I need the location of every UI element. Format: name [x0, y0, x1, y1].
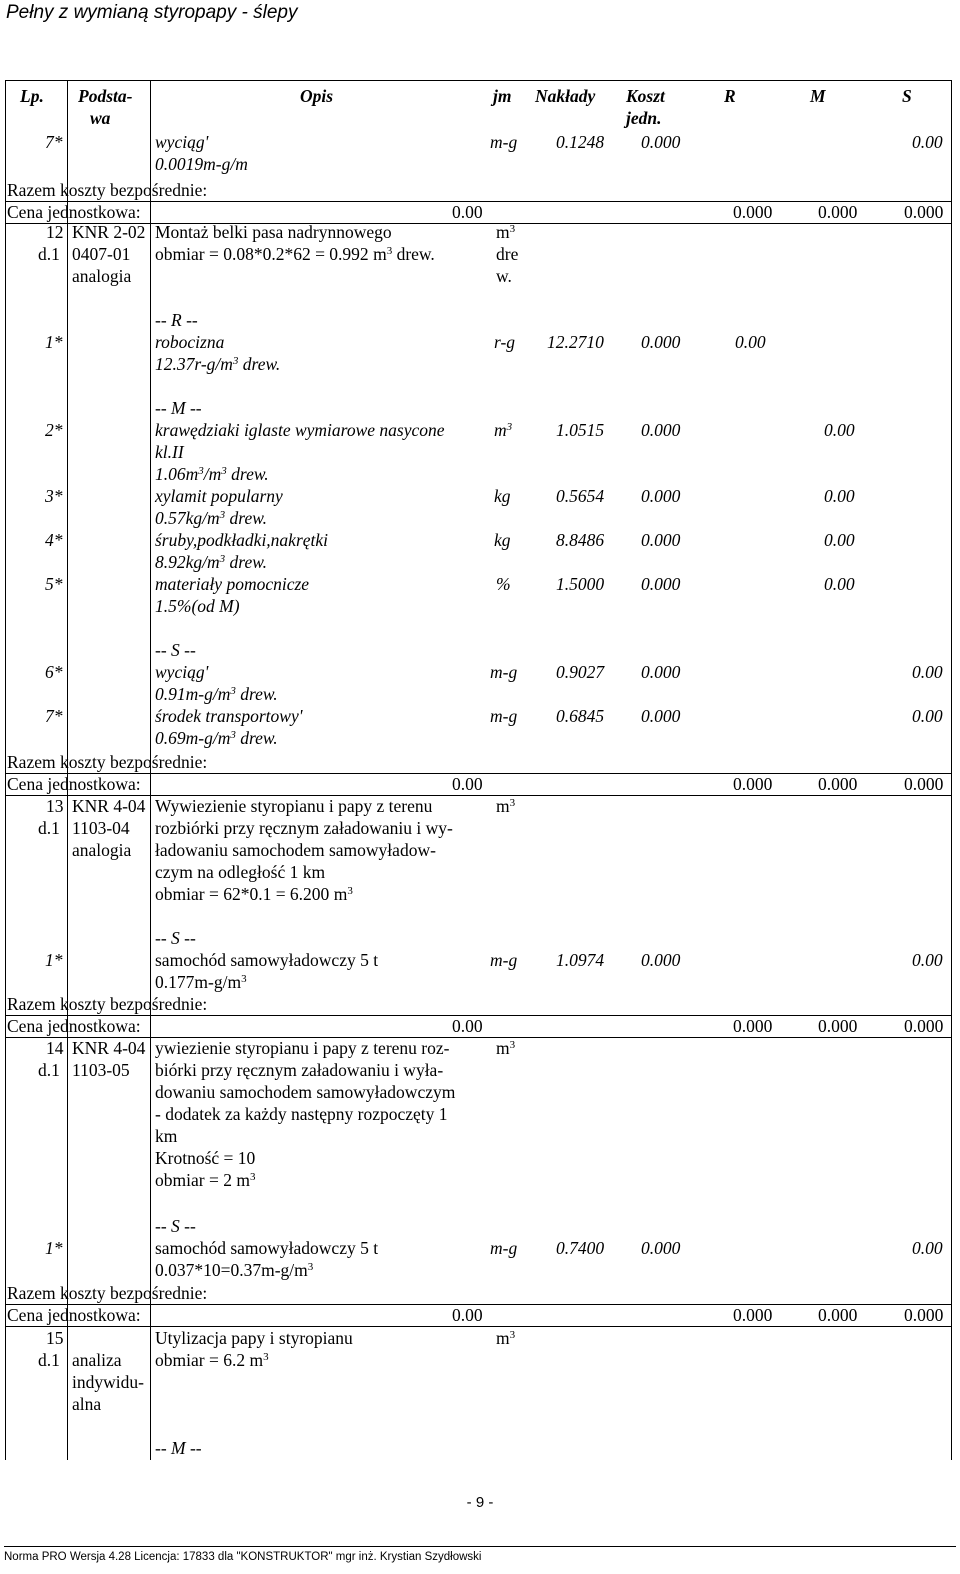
- license-footer: Norma PRO Wersja 4.28 Licencja: 17833 dla "KONSTRUKTOR" mgr inż. Krystian Szydłowski: [4, 1551, 482, 1563]
- pos-suffix: d.1: [38, 244, 60, 264]
- pos-basis-3: analogia: [72, 840, 132, 860]
- pos-measure: obmiar = 2 $m^3$: [155, 1170, 256, 1190]
- pos-number: 13: [46, 796, 64, 816]
- row-naklady: 1.0515: [556, 420, 605, 440]
- divider: [5, 1326, 951, 1327]
- row-naklady: 8.8486: [556, 530, 605, 550]
- cena-m: 0.000: [818, 1305, 858, 1325]
- row-koszt: 0.000: [641, 332, 681, 352]
- pos-unit: $m^3$: [496, 796, 516, 816]
- row-opis: robocizna: [155, 332, 225, 352]
- cena-s: 0.000: [904, 774, 944, 794]
- row-norm: $0.177m-g/m^3$: [155, 972, 247, 992]
- row-naklady: 1.5000: [556, 574, 605, 594]
- row-jm: r-g: [494, 332, 516, 352]
- row-norm: $1.06m^3/m^3$ drew.: [155, 464, 269, 484]
- row-opis: wyciąg': [155, 132, 209, 152]
- pos-measure: obmiar = 62*0.1 = 6.200 $m^3$: [155, 884, 353, 904]
- cena-value: 0.00: [452, 1016, 483, 1036]
- row-koszt: 0.000: [641, 662, 681, 682]
- pos-description: ywiezienie styropianu i papy z terenu roz-: [155, 1038, 450, 1058]
- row-jm: m-g: [490, 706, 518, 726]
- row-lp: 1*: [45, 1238, 63, 1258]
- cena-value: 0.00: [452, 1305, 483, 1325]
- pos-description-4: czym na odległość 1 km: [155, 862, 326, 882]
- row-lp: 3*: [45, 486, 63, 506]
- cena-r: 0.000: [733, 1305, 773, 1325]
- row-naklady: 0.7400: [556, 1238, 605, 1258]
- col-header-opis: Opis: [300, 86, 334, 106]
- pos-basis-2: 0407-01: [72, 244, 131, 264]
- razem-label: Razem koszty bezpośrednie:: [7, 1283, 208, 1303]
- section-m-heading: -- M --: [155, 1438, 202, 1458]
- section-s-heading: -- S --: [155, 640, 196, 660]
- cena-s: 0.000: [904, 1016, 944, 1036]
- row-opis: środek transportowy': [155, 706, 303, 726]
- pos-basis: KNR 4-04: [72, 796, 146, 816]
- pos-description: Montaż belki pasa nadrynnowego: [155, 222, 392, 242]
- cena-value: 0.00: [452, 774, 483, 794]
- divider: [5, 1037, 951, 1038]
- pos-multiplier: Krotność = 10: [155, 1148, 256, 1168]
- col-header-koszt: Koszt: [626, 86, 665, 106]
- divider: [5, 795, 951, 796]
- cena-label: Cena jednostkowa:: [7, 774, 141, 794]
- pos-basis: KNR 4-04: [72, 1038, 146, 1058]
- col-header-naklady: Nakłady: [535, 86, 596, 106]
- pos-unit-3: w.: [496, 266, 512, 286]
- row-s-value: 0.00: [912, 132, 943, 152]
- col-header-lp: Lp.: [20, 86, 44, 106]
- row-lp: 6*: [45, 662, 63, 682]
- pos-description-2: rozbiórki przy ręcznym załadowaniu i wy-: [155, 818, 453, 838]
- cena-label: Cena jednostkowa:: [7, 1305, 141, 1325]
- row-lp: 7*: [45, 132, 63, 152]
- row-norm: 1.5%(od M): [155, 596, 240, 616]
- pos-basis-2: indywidu-: [72, 1372, 144, 1392]
- pos-number: 14: [46, 1038, 64, 1058]
- row-naklady: 0.6845: [556, 706, 605, 726]
- section-r-heading: -- R --: [155, 310, 198, 330]
- row-jm: m-g: [490, 1238, 518, 1258]
- pos-measure: obmiar = 6.2 $m^3$: [155, 1350, 269, 1370]
- document-title: Pełny z wymianą styropapy - ślepy: [6, 2, 298, 23]
- pos-basis-2: 1103-05: [72, 1060, 130, 1080]
- row-jm: m-g: [490, 950, 518, 970]
- page-number: - 9 -: [466, 1494, 494, 1511]
- row-jm: m-g: [490, 662, 518, 682]
- cena-label: Cena jednostkowa:: [7, 1016, 141, 1036]
- row-lp: 4*: [45, 530, 63, 550]
- row-koszt: 0.000: [641, 420, 681, 440]
- cena-label: Cena jednostkowa:: [7, 202, 141, 222]
- row-s-value: 0.00: [912, 950, 943, 970]
- col-header-r: R: [724, 86, 736, 106]
- cena-m: 0.000: [818, 1016, 858, 1036]
- row-jm: kg: [494, 530, 511, 550]
- row-norm: $0.037*10=0.37m-g/m^3$: [155, 1260, 314, 1280]
- row-opis: samochód samowyładowczy 5 t: [155, 1238, 379, 1258]
- col-header-s: S: [902, 86, 912, 106]
- row-naklady: 0.9027: [556, 662, 605, 682]
- row-s-value: 0.00: [912, 662, 943, 682]
- row-m-value: 0.00: [824, 530, 855, 550]
- pos-description-2: biórki przy ręcznym załadowaniu i wyła-: [155, 1060, 444, 1080]
- razem-label: Razem koszty bezpośrednie:: [7, 994, 208, 1014]
- razem-label: Razem koszty bezpośrednie:: [7, 752, 208, 772]
- row-koszt: 0.000: [641, 132, 681, 152]
- row-norm: $8.92kg/m^3$ drew.: [155, 552, 267, 572]
- pos-number: 15: [46, 1328, 64, 1348]
- razem-label: Razem koszty bezpośrednie:: [7, 180, 208, 200]
- row-naklady: 0.5654: [556, 486, 605, 506]
- cena-r: 0.000: [733, 774, 773, 794]
- pos-measure: obmiar = 0.08*0.2*62 = 0.992 $m^3$ drew.: [155, 244, 435, 264]
- row-naklady: 1.0974: [556, 950, 605, 970]
- pos-basis: KNR 2-02: [72, 222, 146, 242]
- row-norm: $12.37r-g/m^3$ drew.: [155, 354, 281, 374]
- row-lp: 1*: [45, 332, 63, 352]
- row-koszt: 0.000: [641, 706, 681, 726]
- row-koszt: 0.000: [641, 530, 681, 550]
- row-m-value: 0.00: [824, 486, 855, 506]
- pos-description: Wywiezienie styropianu i papy z terenu: [155, 796, 433, 816]
- row-lp: 1*: [45, 950, 63, 970]
- col-divider: [951, 80, 952, 1460]
- col-header-m: M: [810, 86, 826, 106]
- row-opis: samochód samowyładowczy 5 t: [155, 950, 379, 970]
- cena-s: 0.000: [904, 202, 944, 222]
- col-header-koszt-2: jedn.: [626, 108, 662, 128]
- row-jm: m-g: [490, 132, 518, 152]
- row-opis: wyciąg': [155, 662, 209, 682]
- pos-number: 12: [46, 222, 64, 242]
- row-s-value: 0.00: [912, 706, 943, 726]
- row-naklady: 12.2710: [547, 332, 604, 352]
- row-norm: $0.57kg/m^3$ drew.: [155, 508, 267, 528]
- row-r-value: 0.00: [735, 332, 766, 352]
- cena-m: 0.000: [818, 774, 858, 794]
- pos-unit: $m^3$: [496, 1328, 516, 1348]
- row-opis: xylamit popularny: [155, 486, 283, 506]
- section-s-heading: -- S --: [155, 1216, 196, 1236]
- pos-description: Utylizacja papy i styropianu: [155, 1328, 353, 1348]
- row-norm: $0.69m-g/m^3$ drew.: [155, 728, 278, 748]
- pos-unit: $m^3$: [496, 222, 516, 242]
- pos-suffix: d.1: [38, 1350, 60, 1370]
- pos-basis-2: 1103-04: [72, 818, 130, 838]
- row-jm: $m^3$: [494, 420, 513, 440]
- cena-s: 0.000: [904, 1305, 944, 1325]
- row-opis-2: kl.II: [155, 442, 184, 462]
- row-koszt: 0.000: [641, 574, 681, 594]
- section-s-heading: -- S --: [155, 928, 196, 948]
- row-s-value: 0.00: [912, 1238, 943, 1258]
- row-lp: 2*: [45, 420, 63, 440]
- pos-basis: analiza: [72, 1350, 122, 1370]
- col-header-podstawa-2: wa: [90, 108, 111, 128]
- row-m-value: 0.00: [824, 420, 855, 440]
- row-koszt: 0.000: [641, 950, 681, 970]
- divider: [5, 223, 951, 224]
- row-opis: materiały pomocnicze: [155, 574, 310, 594]
- cena-value: 0.00: [452, 202, 483, 222]
- pos-description-5: km: [155, 1126, 178, 1146]
- row-koszt: 0.000: [641, 1238, 681, 1258]
- row-norm: $0.91m-g/m^3$ drew.: [155, 684, 278, 704]
- row-lp: 5*: [45, 574, 63, 594]
- pos-unit: $m^3$: [496, 1038, 516, 1058]
- footer-divider: [4, 1546, 956, 1547]
- pos-description-4: - dodatek za każdy następny rozpoczęty 1: [155, 1104, 448, 1124]
- row-jm: kg: [494, 486, 511, 506]
- pos-basis-3: analogia: [72, 266, 132, 286]
- col-header-jm: jm: [493, 86, 512, 106]
- pos-description-3: ładowaniu samochodem samowyładow-: [155, 840, 436, 860]
- cena-r: 0.000: [733, 1016, 773, 1036]
- cena-r: 0.000: [733, 202, 773, 222]
- col-divider: [5, 80, 6, 1460]
- row-opis: śruby,podkładki,nakrętki: [155, 530, 329, 550]
- row-lp: 7*: [45, 706, 63, 726]
- pos-suffix: d.1: [38, 818, 60, 838]
- row-norm: 0.0019m-g/m: [155, 154, 248, 174]
- pos-description-3: dowaniu samochodem samowyładowczym: [155, 1082, 456, 1102]
- table-top-line: [5, 80, 951, 81]
- pos-basis-3: alna: [72, 1394, 102, 1414]
- row-naklady: 0.1248: [556, 132, 605, 152]
- col-header-podstawa: Podsta-: [78, 86, 133, 106]
- pos-unit-2: dre: [496, 244, 519, 264]
- cena-m: 0.000: [818, 202, 858, 222]
- pos-suffix: d.1: [38, 1060, 60, 1080]
- row-m-value: 0.00: [824, 574, 855, 594]
- section-m-heading: -- M --: [155, 398, 202, 418]
- row-koszt: 0.000: [641, 486, 681, 506]
- row-opis: krawędziaki iglaste wymiarowe nasycone: [155, 420, 445, 440]
- row-jm: %: [496, 574, 511, 594]
